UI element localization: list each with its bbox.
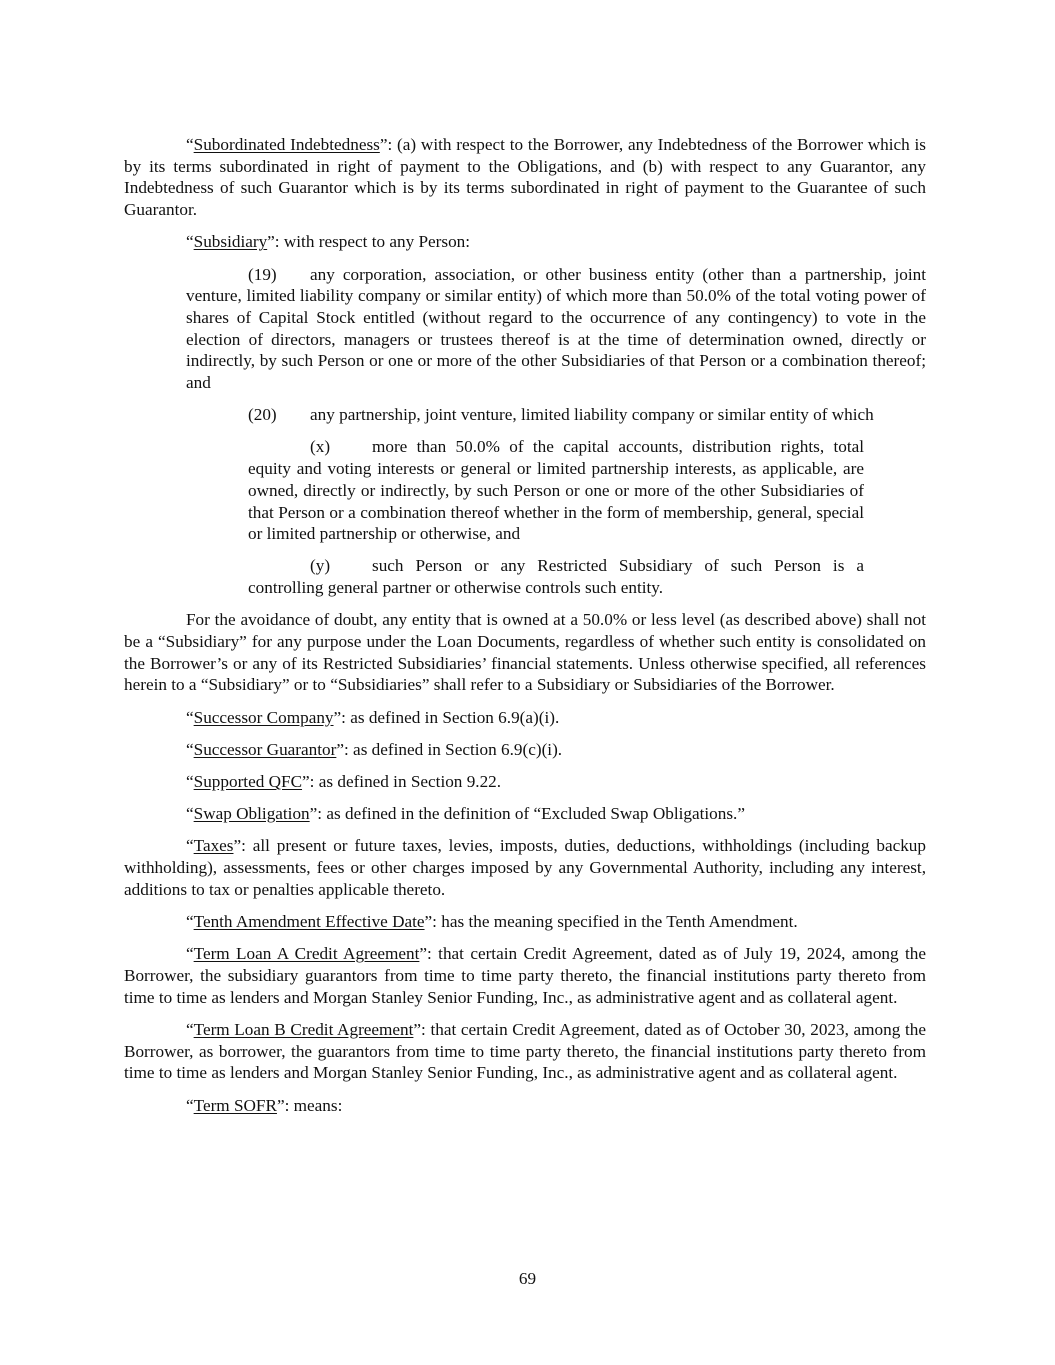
clause-text: any corporation, association, or other business entity (other than a partnership, joint venture, limited liability company or similar entity) of which more than 50.0% of the total voting power of shares of Capital Stock entitled (without regard to the occurrence of any contingency) to vote in the election of directors, managers or trustees thereof is at the time of determination owned, directly or indirectly, by such Person or one or more of the other Subsidiaries of that Person or a combination thereof; and [186,264,926,393]
definition-term-sofr: “Term SOFR”: means: [186,1095,343,1115]
definition-tenth-amendment-effective-date: “Tenth Amendment Effective Date”: has the meaning specified in the Tenth Amendment. [186,912,798,932]
clause-number: (20) [248,405,277,425]
definition-text: ”: (a) with respect to the Borrower, any Indebtedness of the Borrower which is by its terms subordinated in right of payment to the Obligations, and (b) with respect to any Guarantor, any Indebtedness of such Guarantor which is by its terms subordinated in right of payment to the Guarantee of such Guarantor. [124,135,926,220]
defined-term: Term Loan A Credit Agreement [193,944,420,964]
definition-term-loan-b-credit-agreement: “Term Loan B Credit Agreement”: that certain Credit Agreement, dated as of October 30, 2023, among the Borrower, as borrower, the guarantors from time to time party thereto, the financial institutions party thereto from time to time as lenders and Morgan Stanley Senior Funding, Inc., as administrative agent and as collateral agent. [124,1019,926,1083]
definition-supported-qfc: “Supported QFC”: as defined in Section 9.22. [186,772,502,792]
page-body [124,134,926,1127]
defined-term: Subordinated Indebtedness [193,135,380,154]
subsidiary-clause-19 [186,264,926,394]
definition-subsidiary: “Subsidiary”: with respect to any Person: [186,232,471,252]
definition-successor-guarantor: “Successor Guarantor”: as defined in Section 6.9(c)(i). [186,739,563,759]
clause-text: more than 50.0% of the capital accounts, distribution rights, total equity and voting interests or general or limited partnership interests, as applicable, are owned, directly or indirectly, by such Person or one or more of the other Subsidiaries of that Person or a combination thereof whether in the form of membership, general, special or limited partnership or otherwise, and [248,437,864,544]
defined-term: Subsidiary [193,232,268,252]
definition-text: ”: as defined in Section 9.22. [302,772,502,792]
defined-term: Successor Guarantor [193,739,337,759]
clause-text: any partnership, joint venture, limited liability company or similar entity of which [310,405,874,425]
page-number: 69 [518,1269,537,1288]
subsidiary-clause-20 [186,404,926,426]
defined-term: Successor Company [193,707,334,727]
defined-term: Term Loan B Credit Agreement [193,1019,414,1039]
definition-text: ”: has the meaning specified in the Tenth Amendment. [424,912,798,932]
definition-text: ”: that certain Credit Agreement, dated as of October 30, 2023, among the Borrower, as borrower, the guarantors from time to time party thereto, the financial institutions party thereto from time to time as lenders and Morgan Stanley Senior Funding, Inc., as administrative agent and as collateral agent. [124,1019,926,1083]
definition-subordinated-indebtedness: “Subordinated Indebtedness”: (a) with respect to the Borrower, any Indebtedness of the Borrower which is by its terms subordinated in right of payment to the Obligations, and (b) with respect to any Guarantor, any Indebtedness of such Guarantor which is by its terms subordinated in right of payment to the Guarantee of such Guarantor. [124,135,926,220]
clause-number: (x) [310,437,331,457]
defined-term: Taxes [193,836,234,856]
clause-number: (y) [310,556,331,576]
subsidiary-subclause-y [248,555,864,598]
definition-taxes: “Taxes”: all present or future taxes, levies, imposts, duties, deductions, withholdings (including backup withholding), assessments, fees or other charges imposed by any Governmental Authority, including any interest, additions to tax or penalties applicable thereto. [124,836,926,899]
definition-term-loan-a-credit-agreement: “Term Loan A Credit Agreement”: that certain Credit Agreement, dated as of July 19, 2024, among the Borrower, the subsidiary guarantors from time to time party thereto, the financial institutions party thereto from time to time as lenders and Morgan Stanley Senior Funding, Inc., as administrative agent and as collateral agent. [124,944,927,1007]
definition-text: ”: as defined in Section 6.9(c)(i). [336,739,563,759]
definition-swap-obligation: “Swap Obligation”: as defined in the definition of “Excluded Swap Obligations.” [186,804,745,824]
defined-term: Supported QFC [193,772,303,792]
subsidiary-avoidance-of-doubt: For the avoidance of doubt, any entity that is owned at a 50.0% or less level (as described above) shall not be a “Subsidiary” for any purpose under the Loan Documents, regardless of whether such entity is consolidated on the Borrower’s or any of its Restricted Subsidiaries’ financial statements. Unless otherwise specified, all references herein to a “Subsidiary” or to “Subsidiaries” shall refer to a Subsidiary or Subsidiaries of the Borrower. [124,610,926,695]
defined-term: Tenth Amendment Effective Date [193,912,425,932]
definition-text: ”: that certain Credit Agreement, dated as of July 19, 2024, among the Borrower, the subsidiary guarantors from time to time party thereto, the financial institutions party thereto from time to time as lenders and Morgan Stanley Senior Funding, Inc., as administrative agent and as collateral agent. [124,944,927,1007]
definition-text: ”: with respect to any Person: [267,232,471,252]
clause-number: (19) [248,264,277,284]
clause-text: such Person or any Restricted Subsidiary of such Person is a controlling general partner or otherwise controls such entity. [248,556,864,598]
defined-term: Swap Obligation [193,804,310,824]
definition-text: ”: all present or future taxes, levies, imposts, duties, deductions, withholdings (including backup withholding), assessments, fees or other charges imposed by any Governmental Authority, including any interest, additions to tax or penalties applicable thereto. [124,836,926,899]
definition-text: ”: means: [276,1095,343,1115]
defined-term: Term SOFR [193,1095,277,1115]
definition-text: ”: as defined in Section 6.9(a)(i). [333,707,560,727]
subsidiary-subclause-x [248,436,864,545]
definition-text: ”: as defined in the definition of “Excluded Swap Obligations.” [309,804,745,824]
definition-successor-company: “Successor Company”: as defined in Section 6.9(a)(i). [186,707,560,727]
